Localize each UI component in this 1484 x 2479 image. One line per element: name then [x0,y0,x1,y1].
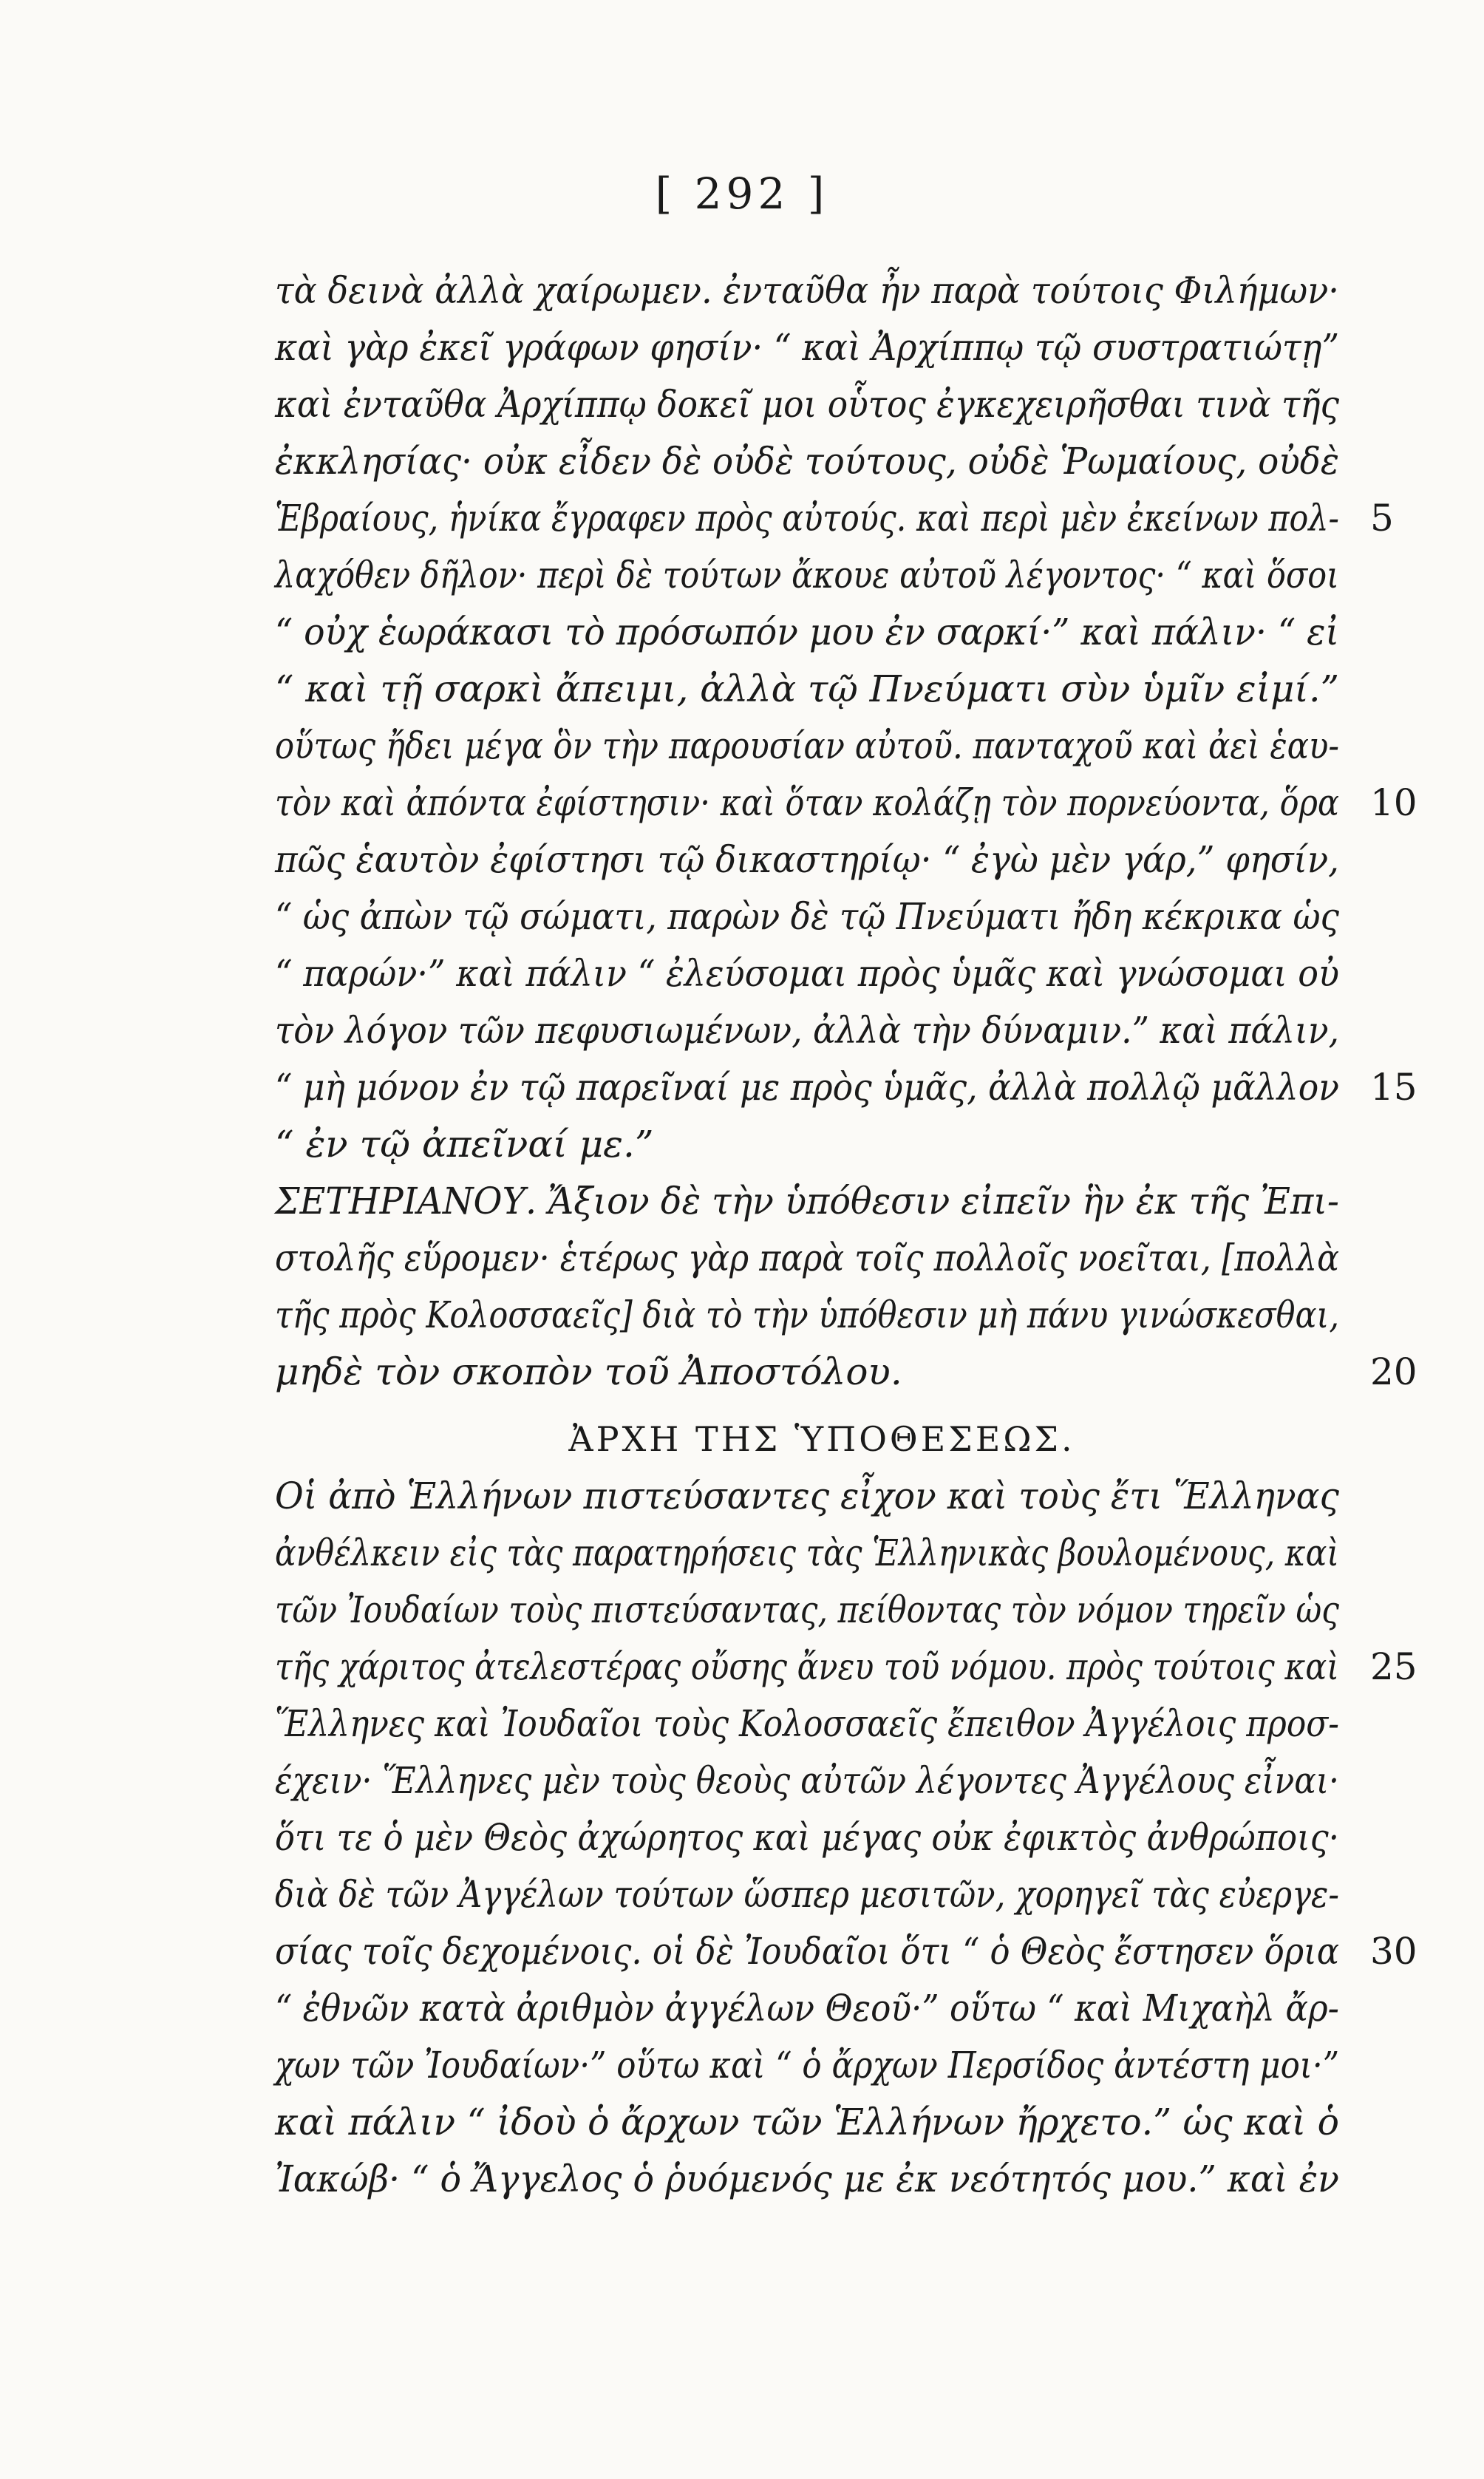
text-line: τῆς χάριτος ἀτελεστέρας οὔσης ἄνευ τοῦ νόμου. πρὸς τούτοις καὶ 25 [275,1639,1369,1696]
text-line: “ καὶ τῇ σαρκὶ ἄπειμι, ἀλλὰ τῷ Πνεύματι σὺν ὑμῖν εἰμί.” [275,667,1339,710]
line-number: 20 [1370,1350,1417,1393]
text-line: Οἱ ἀπὸ Ἑλλήνων πιστεύσαντες εἶχον καὶ τοὺς ἔτι Ἕλληνας [275,1475,1339,1517]
page-number: [ 292 ] [655,169,829,219]
text-line: τῆς πρὸς Κολοσσαεῖς] διὰ τὸ τὴν ὑπόθεσιν μὴ πάνυ γινώσκεσθαι, [275,1293,1339,1336]
text-line: Ἑβραίους, ἡνίκα ἔγραφεν πρὸς αὐτούς. καὶ περὶ μὲν ἐκείνων πολ- 5 [275,490,1369,547]
text-line: χων τῶν Ἰουδαίων·” οὕτω καὶ “ ὁ ἄρχων Περσίδος ἀντέστη μοι·” [275,2044,1339,2087]
line-number: 5 [1370,497,1394,540]
text-line: λαχόθεν δῆλον· περὶ δὲ τούτων ἄκουε αὐτοῦ λέγοντος· “ καὶ ὅσοι [275,554,1339,596]
text-line: ΣΕΤΗΡΙΑΝΟΥ. Ἄξιον δὲ τὴν ὑπόθεσιν εἰπεῖν ἣν ἐκ τῆς Ἐπι- [275,1180,1339,1223]
text-line: οὕτως ἤδει μέγα ὃν τὴν παρουσίαν αὐτοῦ. πανταχοῦ καὶ ἀεὶ ἑαυ- [275,724,1339,767]
text-line: έχειν· Ἕλληνες μὲν τοὺς θεοὺς αὐτῶν λέγοντες Ἀγγέλους εἶναι· [275,1759,1339,1802]
spacer [275,1401,1369,1411]
text-line: ὅτι τε ὁ μὲν Θεὸς ἀχώρητος καὶ μέγας οὐκ ἐφικτὸς ἀνθρώποις· [275,1816,1339,1859]
text-line: καὶ γὰρ ἐκεῖ γράφων φησίν· “ καὶ Ἀρχίππῳ τῷ συστρατιώτῃ” [275,326,1339,369]
line-number: 30 [1370,1930,1417,1973]
text-line: τὸν λόγον τῶν πεφυσιωμένων, ἀλλὰ τὴν δύναμιν.” καὶ πάλιν, [275,1009,1339,1052]
line-number: 25 [1370,1645,1417,1688]
text-line: μηδὲ τὸν σκοπὸν τοῦ Ἀποστόλου. 20 [275,1344,1369,1401]
text-line: “ μὴ μόνον ἐν τῷ παρεῖναί με πρὸς ὑμᾶς, ἀλλὰ πολλῷ μᾶλλον 15 [275,1059,1369,1116]
text-line: “ ἐν τῷ ἀπεῖναί με.” [275,1123,654,1166]
text-line: στολῆς εὕρομεν· ἑτέρως γὰρ παρὰ τοῖς πολλοῖς νοεῖται, [πολλὰ [275,1237,1339,1279]
text-line: πῶς ἑαυτὸν ἐφίστησι τῷ δικαστηρίῳ· “ ἐγὼ μὲν γάρ,” φησίν, [275,838,1339,881]
text-line: ἀνθέλκειν εἰς τὰς παρατηρήσεις τὰς Ἑλληνικὰς βουλομένους, καὶ [275,1531,1339,1574]
section-heading: ἈΡΧΗ ΤΗΣ ὙΠΟΘΕΣΕΩΣ. [568,1419,1075,1459]
text-line: διὰ δὲ τῶν Ἀγγέλων τούτων ὥσπερ μεσιτῶν, χορηγεῖ τὰς εὐεργε- [275,1873,1339,1916]
text-line: “ οὐχ ἑωράκασι τὸ πρόσωπόν μου ἐν σαρκί·” καὶ πάλιν· “ εἰ [275,611,1339,653]
text-line: τῶν Ἰουδαίων τοὺς πιστεύσαντας, πείθοντας τὸν νόμον τηρεῖν ὡς [275,1588,1339,1631]
text-line: καὶ πάλιν “ ἰδοὺ ὁ ἄρχων τῶν Ἑλλήνων ἤρχετο.” ὡς καὶ ὁ [275,2101,1339,2143]
text-line: Ἕλληνες καὶ Ἰουδαῖοι τοὺς Κολοσσαεῖς ἔπειθον Ἀγγέλοις προσ- [275,1702,1339,1745]
text-block [275,262,1417,2208]
text-line: “ ἐθνῶν κατὰ ἀριθμὸν ἀγγέλων Θεοῦ·” οὕτω “ καὶ Μιχαὴλ ἄρ- [275,1987,1339,2030]
text-line: “ ὡς ἀπὼν τῷ σώματι, παρὼν δὲ τῷ Πνεύματι ἤδη κέκρικα ὡς [275,895,1339,938]
text-line: τὸν καὶ ἀπόντα ἐφίστησιν· καὶ ὅταν κολάζῃ τὸν πορνεύοντα, ὅρα 10 [275,775,1369,832]
text-line: Ἰακώβ· “ ὁ Ἄγγελος ὁ ῥυόμενός με ἐκ νεότητός μου.” καὶ ἐν [275,2157,1339,2200]
text-line: καὶ ἐνταῦθα Ἀρχίππῳ δοκεῖ μοι οὗτος ἐγκεχειρῆσθαι τινὰ τῆς [275,383,1339,426]
line-number: 15 [1370,1066,1417,1109]
line-number: 10 [1370,781,1417,824]
text-line: σίας τοῖς δεχομένοις. οἱ δὲ Ἰουδαῖοι ὅτι “ ὁ Θεὸς ἔστησεν ὅρια 30 [275,1923,1369,1980]
text-line: “ παρών·” καὶ πάλιν “ ἐλεύσομαι πρὸς ὑμᾶς καὶ γνώσομαι οὐ [275,952,1339,995]
text-line: ἐκκλησίας· οὐκ εἶδεν δὲ οὐδὲ τούτους, οὐδὲ Ῥωμαίους, οὐδὲ [275,440,1339,483]
text-line: τὰ δεινὰ ἀλλὰ χαίρωμεν. ἐνταῦθα ἦν παρὰ τούτοις Φιλήμων· [275,269,1339,312]
